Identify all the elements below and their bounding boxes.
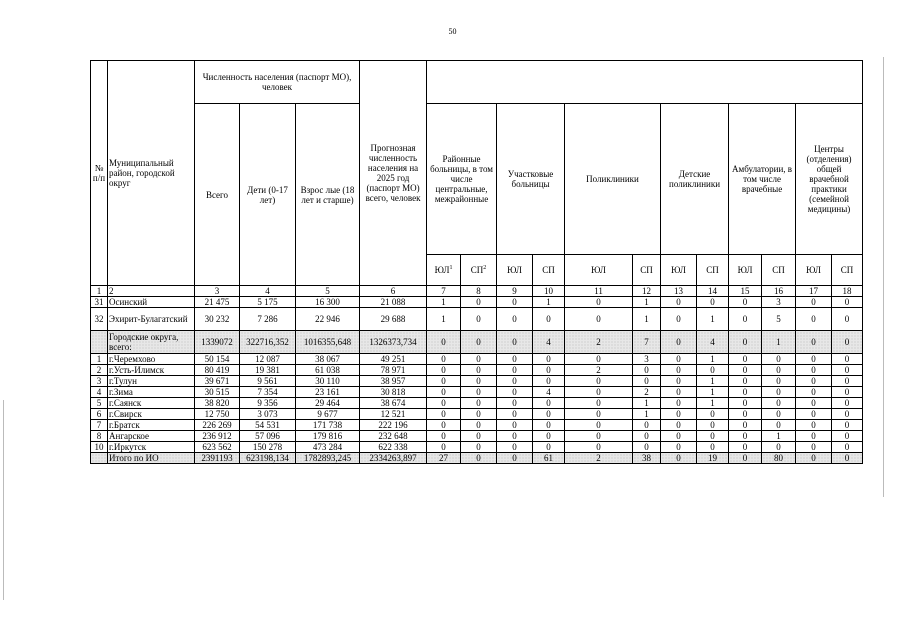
column-number: 7: [427, 286, 461, 297]
population-adults: 29 464: [296, 398, 360, 409]
population-total: 50 154: [195, 354, 240, 365]
population-total: 623 562: [195, 442, 240, 453]
row-number: 8: [91, 431, 108, 442]
centers-sp: 0: [832, 453, 863, 464]
district-name: г.Свирск: [108, 409, 195, 420]
district-hospitals-sp: 0: [461, 453, 497, 464]
centers-yul: 0: [796, 409, 832, 420]
table-row: [91, 409, 863, 420]
population-total: 80 419: [195, 365, 240, 376]
table-row: [91, 398, 863, 409]
table-row: [91, 354, 863, 365]
polyclinics-yul: 0: [565, 387, 633, 398]
district-hospitals-yul: 0: [427, 354, 461, 365]
district-name: г.Саянск: [108, 398, 195, 409]
table-row: [91, 442, 863, 453]
column-number: 18: [832, 286, 863, 297]
row-number: 4: [91, 387, 108, 398]
centers-yul: 0: [796, 308, 832, 331]
row-number: 6: [91, 409, 108, 420]
centers-sp: 0: [832, 442, 863, 453]
data-grid: [90, 60, 863, 464]
district-name: Эхирит-Булагатский: [108, 308, 195, 331]
header-centers: Центры (отделения) общей врачебной практики (семейной медицины): [796, 104, 863, 255]
header-ambulatories: Амбулатории, в том числе врачебные: [729, 104, 796, 255]
page-edge-line-left: [3, 400, 4, 600]
polyclinics-yul: 0: [565, 308, 633, 331]
population-forecast: 78 971: [360, 365, 427, 376]
centers-yul: 0: [796, 376, 832, 387]
area-hospitals-sp: 0: [533, 398, 565, 409]
district-hospitals-sp: 0: [461, 376, 497, 387]
population-children: 54 531: [240, 420, 296, 431]
district-hospitals-sp: 0: [461, 420, 497, 431]
polyclinics-yul: 0: [565, 409, 633, 420]
area-hospitals-yul: 0: [497, 331, 533, 354]
population-children: 19 381: [240, 365, 296, 376]
district-hospitals-yul: 1: [427, 297, 461, 308]
child-polyclinics-yul: 0: [661, 442, 697, 453]
child-polyclinics-sp: 1: [697, 387, 729, 398]
row-number: 1: [91, 354, 108, 365]
area-hospitals-yul: 0: [497, 308, 533, 331]
polyclinics-yul: 2: [565, 331, 633, 354]
population-forecast: 49 251: [360, 354, 427, 365]
population-total: 39 671: [195, 376, 240, 387]
centers-yul: 0: [796, 442, 832, 453]
polyclinics-yul: 0: [565, 297, 633, 308]
population-adults: 38 067: [296, 354, 360, 365]
population-total: 21 475: [195, 297, 240, 308]
centers-yul: 0: [796, 431, 832, 442]
child-polyclinics-sp: 1: [697, 398, 729, 409]
ambulatories-yul: 0: [729, 409, 762, 420]
population-adults: 1016355,648: [296, 331, 360, 354]
area-hospitals-sp: 0: [533, 420, 565, 431]
subheader-yul: ЮЛ: [565, 255, 633, 286]
polyclinics-sp: 1: [633, 409, 661, 420]
polyclinics-sp: 0: [633, 376, 661, 387]
district-hospitals-yul: 0: [427, 365, 461, 376]
district-hospitals-yul: 0: [427, 409, 461, 420]
ambulatories-sp: 0: [762, 398, 796, 409]
district-hospitals-sp: 0: [461, 387, 497, 398]
centers-yul: 0: [796, 453, 832, 464]
district-name: Ангарское: [108, 431, 195, 442]
header-total: Всего: [195, 104, 240, 286]
area-hospitals-sp: 0: [533, 365, 565, 376]
column-number: 3: [195, 286, 240, 297]
population-total: 30 515: [195, 387, 240, 398]
district-hospitals-sp: 0: [461, 442, 497, 453]
population-total: 226 269: [195, 420, 240, 431]
header-children: Дети (0-17 лет): [240, 104, 296, 286]
table-row: [91, 308, 863, 331]
column-number: 4: [240, 286, 296, 297]
polyclinics-sp: 0: [633, 431, 661, 442]
population-total: 12 750: [195, 409, 240, 420]
centers-sp: 0: [832, 308, 863, 331]
table-row: [91, 431, 863, 442]
district-name: г.Тулун: [108, 376, 195, 387]
ambulatories-sp: 1: [762, 431, 796, 442]
header-polyclinics: Поликлиники: [565, 104, 661, 255]
district-hospitals-sp: 0: [461, 331, 497, 354]
child-polyclinics-sp: 0: [697, 420, 729, 431]
ambulatories-yul: 0: [729, 431, 762, 442]
centers-yul: 0: [796, 354, 832, 365]
polyclinics-yul: 0: [565, 431, 633, 442]
population-total: 2391193: [195, 453, 240, 464]
polyclinics-yul: 0: [565, 354, 633, 365]
subheader-sp: СП: [533, 255, 565, 286]
child-polyclinics-sp: 1: [697, 308, 729, 331]
header-district-hospitals: Районные больницы, в том числе центральные, межрайонные: [427, 104, 497, 255]
population-forecast: 30 818: [360, 387, 427, 398]
area-hospitals-sp: 1: [533, 297, 565, 308]
column-number: 8: [461, 286, 497, 297]
ambulatories-yul: 0: [729, 331, 762, 354]
district-name: г.Черемхово: [108, 354, 195, 365]
centers-sp: 0: [832, 420, 863, 431]
district-hospitals-sp: 0: [461, 354, 497, 365]
population-total: 236 912: [195, 431, 240, 442]
polyclinics-sp: 38: [633, 453, 661, 464]
ambulatories-sp: 0: [762, 376, 796, 387]
polyclinics-yul: 2: [565, 453, 633, 464]
area-hospitals-yul: 0: [497, 297, 533, 308]
district-hospitals-yul: 1: [427, 308, 461, 331]
child-polyclinics-sp: 0: [697, 442, 729, 453]
area-hospitals-sp: 0: [533, 354, 565, 365]
row-number: 7: [91, 420, 108, 431]
child-polyclinics-yul: 0: [661, 387, 697, 398]
district-hospitals-sp: 0: [461, 431, 497, 442]
subheader-sp-8: $СП^2$: [461, 255, 497, 286]
subheader-sp: СП: [633, 255, 661, 286]
population-adults: 23 161: [296, 387, 360, 398]
ambulatories-sp: 0: [762, 387, 796, 398]
population-total: 30 232: [195, 308, 240, 331]
district-name: г.Братск: [108, 420, 195, 431]
child-polyclinics-yul: 0: [661, 431, 697, 442]
polyclinics-yul: 0: [565, 376, 633, 387]
column-number: 15: [729, 286, 762, 297]
column-number-row: [91, 286, 863, 297]
population-adults: 179 816: [296, 431, 360, 442]
column-number: 9: [497, 286, 533, 297]
table-row: [91, 376, 863, 387]
column-number: 1: [91, 286, 108, 297]
table-row: [91, 297, 863, 308]
district-name: Городские округа, всего:: [108, 331, 195, 354]
ambulatories-sp: 0: [762, 442, 796, 453]
population-forecast: 1326373,734: [360, 331, 427, 354]
polyclinics-sp: 0: [633, 442, 661, 453]
subheader-yul-7: $ЮЛ^1$: [427, 255, 461, 286]
polyclinics-sp: 7: [633, 331, 661, 354]
polyclinics-yul: 0: [565, 398, 633, 409]
row-number: 3: [91, 376, 108, 387]
area-hospitals-sp: 0: [533, 409, 565, 420]
district-name: г.Иркутск: [108, 442, 195, 453]
subheader-yul: ЮЛ: [497, 255, 533, 286]
table-row: [91, 387, 863, 398]
population-children: 7 286: [240, 308, 296, 331]
polyclinics-yul: 0: [565, 420, 633, 431]
child-polyclinics-sp: 0: [697, 365, 729, 376]
population-children: 322716,352: [240, 331, 296, 354]
child-polyclinics-yul: 0: [661, 308, 697, 331]
header-num: № п/п: [91, 61, 108, 286]
centers-sp: 0: [832, 387, 863, 398]
header-area-hospitals: Участковые больницы: [497, 104, 565, 255]
subheader-yul: ЮЛ: [796, 255, 832, 286]
ambulatories-sp: 80: [762, 453, 796, 464]
ambulatories-yul: 0: [729, 308, 762, 331]
child-polyclinics-yul: 0: [661, 409, 697, 420]
area-hospitals-yul: 0: [497, 398, 533, 409]
district-hospitals-sp: 0: [461, 297, 497, 308]
district-hospitals-yul: 0: [427, 331, 461, 354]
row-number: 31: [91, 297, 108, 308]
area-hospitals-yul: 0: [497, 453, 533, 464]
column-number: 13: [661, 286, 697, 297]
population-adults: 1782893,245: [296, 453, 360, 464]
header-adults: Взрос лые (18 лет и старше): [296, 104, 360, 286]
polyclinics-yul: 2: [565, 365, 633, 376]
population-adults: 22 946: [296, 308, 360, 331]
polyclinics-sp: 1: [633, 297, 661, 308]
area-hospitals-yul: 0: [497, 409, 533, 420]
ambulatories-sp: 3: [762, 297, 796, 308]
district-hospitals-sp: 0: [461, 398, 497, 409]
row-number: 5: [91, 398, 108, 409]
subheader-sp: СП: [762, 255, 796, 286]
centers-sp: 0: [832, 297, 863, 308]
population-total: 38 820: [195, 398, 240, 409]
population-adults: 30 110: [296, 376, 360, 387]
subheader-sp: СП: [832, 255, 863, 286]
centers-yul: 0: [796, 331, 832, 354]
child-polyclinics-yul: 0: [661, 365, 697, 376]
centers-sp: 0: [832, 376, 863, 387]
ambulatories-sp: 0: [762, 354, 796, 365]
polyclinics-yul: 0: [565, 442, 633, 453]
district-name: Осинский: [108, 297, 195, 308]
child-polyclinics-sp: 4: [697, 331, 729, 354]
column-number: 10: [533, 286, 565, 297]
population-forecast: 29 688: [360, 308, 427, 331]
population-forecast: 38 674: [360, 398, 427, 409]
population-adults: 9 677: [296, 409, 360, 420]
population-forecast: 21 088: [360, 297, 427, 308]
centers-sp: 0: [832, 409, 863, 420]
population-adults: 171 738: [296, 420, 360, 431]
column-number: 6: [360, 286, 427, 297]
child-polyclinics-yul: 0: [661, 354, 697, 365]
district-name: г.Усть-Илимск: [108, 365, 195, 376]
page-number: 50: [448, 27, 457, 36]
column-number: 5: [296, 286, 360, 297]
polyclinics-sp: 1: [633, 308, 661, 331]
population-forecast: 12 521: [360, 409, 427, 420]
population-children: 3 073: [240, 409, 296, 420]
row-number: 32: [91, 308, 108, 331]
population-total: 1339072: [195, 331, 240, 354]
polyclinics-sp: 1: [633, 398, 661, 409]
column-number: 14: [697, 286, 729, 297]
table-body: [91, 297, 863, 464]
ambulatories-yul: 0: [729, 376, 762, 387]
table-row: [91, 453, 863, 464]
ambulatories-yul: 0: [729, 442, 762, 453]
ambulatories-sp: 0: [762, 409, 796, 420]
centers-sp: 0: [832, 398, 863, 409]
ambulatories-sp: 1: [762, 331, 796, 354]
row-number: 2: [91, 365, 108, 376]
header-population-group: Численность населения (паспорт МО), человек: [195, 61, 360, 104]
area-hospitals-yul: 0: [497, 442, 533, 453]
page-edge-line: [883, 57, 884, 497]
child-polyclinics-sp: 0: [697, 431, 729, 442]
child-polyclinics-yul: 0: [661, 331, 697, 354]
table-row: [91, 365, 863, 376]
subheader-yul: ЮЛ: [729, 255, 762, 286]
area-hospitals-sp: 0: [533, 431, 565, 442]
ambulatories-yul: 0: [729, 387, 762, 398]
child-polyclinics-sp: 0: [697, 297, 729, 308]
population-children: 7 354: [240, 387, 296, 398]
population-children: 5 175: [240, 297, 296, 308]
district-hospitals-yul: 0: [427, 398, 461, 409]
centers-yul: 0: [796, 365, 832, 376]
child-polyclinics-yul: 0: [661, 376, 697, 387]
district-name: г.Зима: [108, 387, 195, 398]
child-polyclinics-sp: 1: [697, 354, 729, 365]
column-number: 2: [108, 286, 195, 297]
district-name: Итого по ИО: [108, 453, 195, 464]
area-hospitals-sp: 0: [533, 442, 565, 453]
area-hospitals-yul: 0: [497, 431, 533, 442]
child-polyclinics-yul: 0: [661, 297, 697, 308]
ambulatories-sp: 0: [762, 420, 796, 431]
area-hospitals-sp: 61: [533, 453, 565, 464]
row-number: [91, 453, 108, 464]
row-number: 10: [91, 442, 108, 453]
column-number: 12: [633, 286, 661, 297]
area-hospitals-sp: 4: [533, 331, 565, 354]
ambulatories-sp: 5: [762, 308, 796, 331]
child-polyclinics-yul: 0: [661, 420, 697, 431]
child-polyclinics-sp: 0: [697, 409, 729, 420]
polyclinics-sp: 0: [633, 420, 661, 431]
district-hospitals-yul: 0: [427, 431, 461, 442]
district-hospitals-yul: 0: [427, 376, 461, 387]
ambulatories-yul: 0: [729, 297, 762, 308]
table-row: [91, 331, 863, 354]
area-hospitals-yul: 0: [497, 365, 533, 376]
population-forecast: 622 338: [360, 442, 427, 453]
header-facilities-blank: [427, 61, 863, 104]
area-hospitals-sp: 4: [533, 387, 565, 398]
population-forecast: 38 957: [360, 376, 427, 387]
ambulatories-yul: 0: [729, 365, 762, 376]
header-child-polyclinics: Детские поликлиники: [661, 104, 729, 255]
header-district: Муниципальный район, городской округ: [108, 61, 195, 286]
population-forecast: 2334263,897: [360, 453, 427, 464]
population-adults: 16 300: [296, 297, 360, 308]
district-hospitals-yul: 27: [427, 453, 461, 464]
population-forecast: 232 648: [360, 431, 427, 442]
subheader-yul: ЮЛ: [661, 255, 697, 286]
column-number: 17: [796, 286, 832, 297]
ambulatories-sp: 0: [762, 365, 796, 376]
ambulatories-yul: 0: [729, 453, 762, 464]
ambulatories-yul: 0: [729, 420, 762, 431]
population-children: 9 561: [240, 376, 296, 387]
polyclinics-sp: 3: [633, 354, 661, 365]
district-hospitals-sp: 0: [461, 308, 497, 331]
population-children: 623198,134: [240, 453, 296, 464]
area-hospitals-yul: 0: [497, 420, 533, 431]
population-children: 150 278: [240, 442, 296, 453]
ambulatories-yul: 0: [729, 398, 762, 409]
centers-sp: 0: [832, 431, 863, 442]
area-hospitals-yul: 0: [497, 387, 533, 398]
district-hospitals-sp: 0: [461, 409, 497, 420]
column-number: 11: [565, 286, 633, 297]
centers-yul: 0: [796, 387, 832, 398]
population-children: 12 087: [240, 354, 296, 365]
district-hospitals-yul: 0: [427, 420, 461, 431]
child-polyclinics-yul: 0: [661, 398, 697, 409]
header-forecast: Прогнозная численность населения на 2025 год (паспорт МО) всего, человек: [360, 61, 427, 286]
centers-sp: 0: [832, 365, 863, 376]
row-number: [91, 331, 108, 354]
ambulatories-yul: 0: [729, 354, 762, 365]
child-polyclinics-sp: 19: [697, 453, 729, 464]
child-polyclinics-yul: 0: [661, 453, 697, 464]
population-children: 57 096: [240, 431, 296, 442]
district-hospitals-yul: 0: [427, 442, 461, 453]
area-hospitals-sp: 0: [533, 376, 565, 387]
district-hospitals-yul: 0: [427, 387, 461, 398]
subheader-sp: СП: [697, 255, 729, 286]
centers-sp: 0: [832, 354, 863, 365]
population-forecast: 222 196: [360, 420, 427, 431]
population-children: 9 356: [240, 398, 296, 409]
polyclinics-sp: 0: [633, 365, 661, 376]
centers-yul: 0: [796, 420, 832, 431]
area-hospitals-yul: 0: [497, 376, 533, 387]
centers-yul: 0: [796, 398, 832, 409]
area-hospitals-yul: 0: [497, 354, 533, 365]
polyclinics-sp: 2: [633, 387, 661, 398]
population-adults: 61 038: [296, 365, 360, 376]
column-number: 16: [762, 286, 796, 297]
district-hospitals-sp: 0: [461, 365, 497, 376]
child-polyclinics-sp: 1: [697, 376, 729, 387]
centers-sp: 0: [832, 331, 863, 354]
area-hospitals-sp: 0: [533, 308, 565, 331]
population-adults: 473 284: [296, 442, 360, 453]
medical-facilities-table: [90, 60, 856, 464]
table-row: [91, 420, 863, 431]
centers-yul: 0: [796, 297, 832, 308]
